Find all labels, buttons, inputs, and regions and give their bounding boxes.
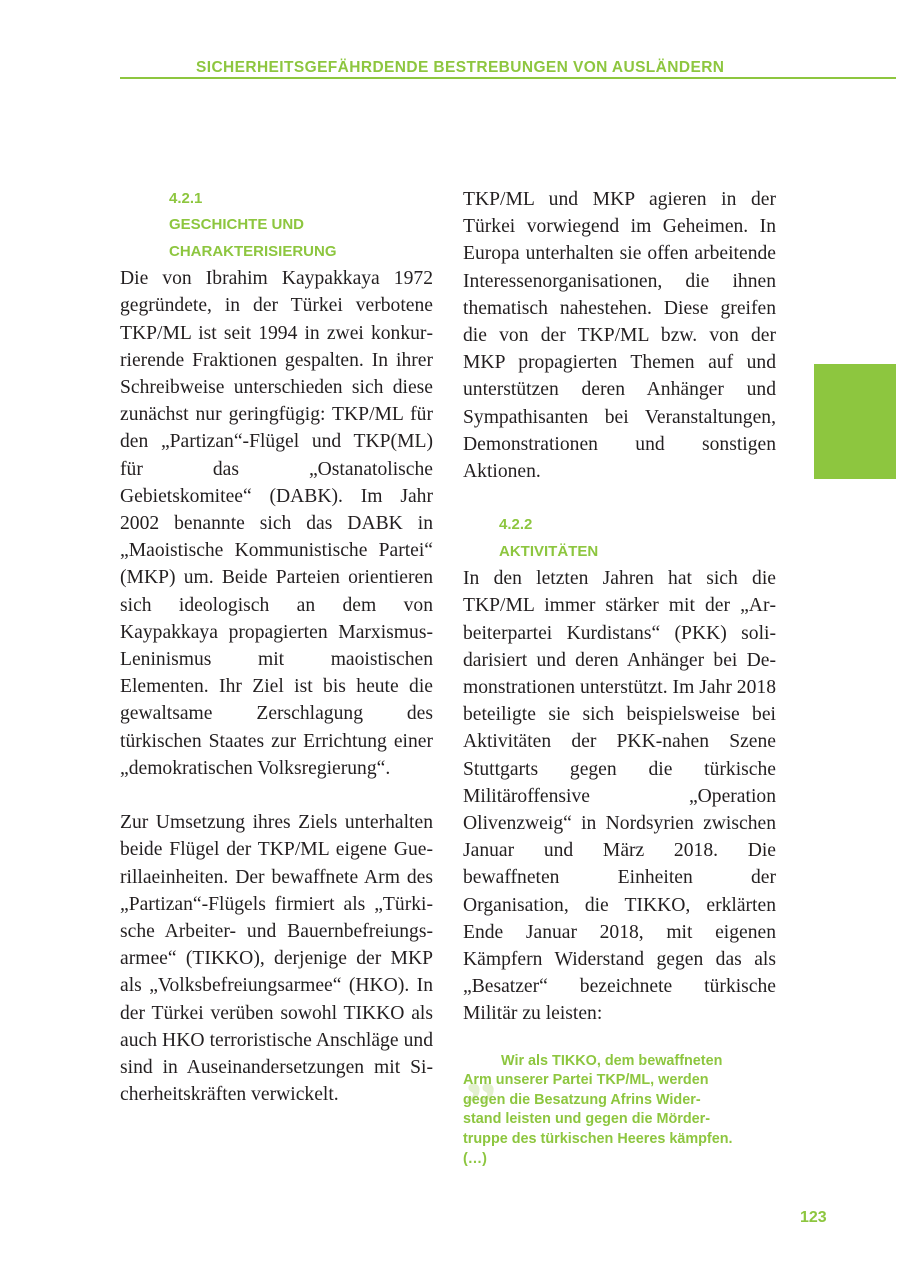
header-rule	[120, 77, 896, 79]
pull-quote	[463, 1035, 776, 1170]
page-number: 123	[800, 1209, 827, 1226]
quote-line: Arm unserer Partei TKP/ML, werden	[463, 1072, 709, 1089]
quote-line: (…)	[463, 1150, 487, 1167]
section-title: GESCHICHTE UND	[169, 216, 305, 234]
body-paragraph: Die von Ibrahim Kaypakkaya 1972 gegründete, in der Türkei verbotene TKP/ML ist seit 1994 in zwei konkurrierende Fraktionen gespalten. In ihrer Schreibweise unterschieden sich diese zunächst nur geringfügig: TKP/ML für den „Partizan“-Flügel und TKP(ML) für das „Ostanatolische Gebietskomitee“ (DABK). Im Jahr 2002 benannte sich das DABK in „Maoistische Kommunistische Partei“ (MKP) um. Beide Parteien orientieren sich ideologisch an dem von Kaypakkaya propagierten Marxismus-Leninismus mit maoistischen Elementen. Ihr Ziel ist bis heute die gewaltsame Zerschlagung des türkischen Staates zur Errichtung einer „demokratischen Volksregierung“.	[120, 268, 433, 779]
body-paragraph: TKP/ML und MKP agieren in der Türkei vorwiegend im Geheimen. In Europa unterhalten sie offen arbeitende Interessenorganisationen, die ihnen thematisch nahestehen. Diese greifen die von der TKP/ML bzw. von der MKP propagierten Themen auf und unterstützen deren Anhänger und Sympathisanten bei Veranstaltungen, Demonstrationen und sonstigen Aktionen.	[463, 189, 776, 483]
body-paragraph: In den letzten Jahren hat sich die TKP/ML immer stärker mit der „Arbeiterpartei Kurdistans“ (PKK) solidarisiert und deren Anhänger bei Demonstrationen unterstützt. Im Jahr 2018 beteiligte sie sich beispielsweise bei Aktivitäten der PKK-nahen Szene Stuttgarts gegen die türkische Militäroffensive „Operation Olivenzweig“ in Nordsyrien zwischen Januar und März 2018. Die bewaffneten Einheiten der Organisation, die TIKKO, erklärten Ende Januar 2018, mit eigenen Kämpfern Widerstand gegen das als „Besatzer“ bezeichnete türkische Militär zu leisten:	[463, 568, 776, 1025]
paragraph-gap	[463, 485, 776, 512]
section-number: 4.2.2	[499, 516, 533, 534]
quote-text	[463, 1052, 776, 1170]
right-column	[463, 186, 776, 1169]
section-title: AKTIVITÄTEN	[499, 542, 599, 560]
paragraph-gap	[120, 782, 433, 809]
body-paragraph: Zur Umsetzung ihres Ziels unterhalten beide Flügel der TKP/ML eigene Guerillaeinheiten. Der bewaffnete Arm des „Partizan“-Flügels firmiert als „Türkische Arbeiter- und Bauernbefreiungsarmee“ (TIKKO), derjenige der MKP als „Volksbefreiungsarmee“ (HKO). In der Türkei verüben sowohl TIKKO als auch HKO terroristische Anschläge und sind in Auseinandersetzungen mit Sicherheitskräften verwickelt.	[120, 812, 433, 1106]
quote-line: stand leisten und gegen die Mörder-	[463, 1111, 711, 1128]
quote-line: Wir als TIKKO, dem bewaffneten	[501, 1052, 723, 1069]
section-title: CHARAKTERISIERUNG	[169, 242, 337, 260]
left-column	[120, 186, 433, 1109]
quote-line: truppe des türkischen Heeres kämpfen.	[463, 1131, 733, 1148]
quote-line: gegen die Besatzung Afrins Wider-	[463, 1091, 701, 1108]
quote-mark-icon: „	[465, 1035, 497, 1107]
chapter-side-tab	[814, 364, 896, 479]
section-number: 4.2.1	[169, 190, 203, 207]
running-header: SICHERHEITSGEFÄHRDENDE BESTREBUNGEN VON AUSLÄNDERN	[196, 59, 725, 76]
